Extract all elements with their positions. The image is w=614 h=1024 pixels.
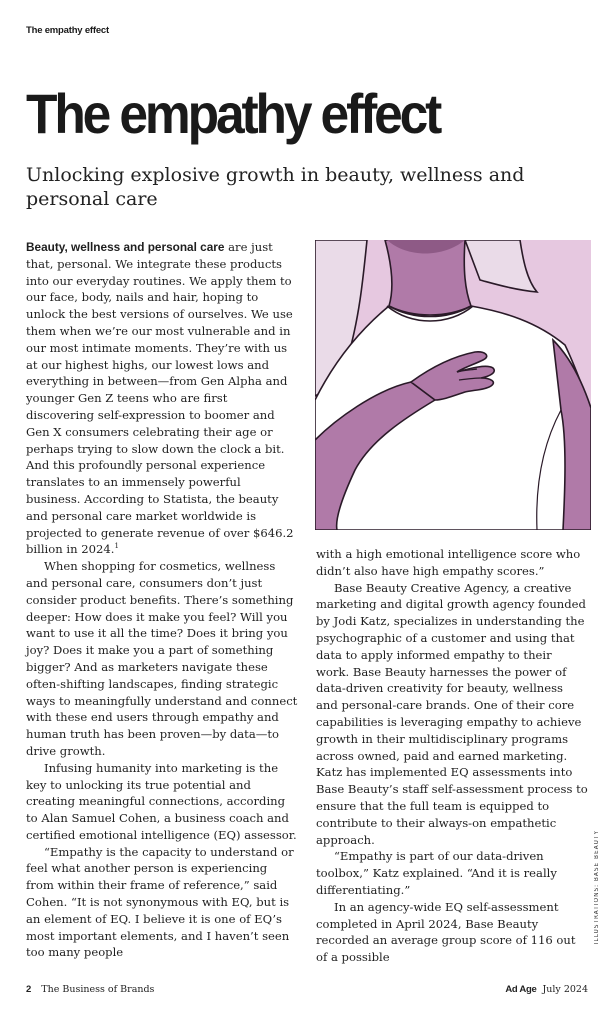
illustration-hand-on-heart (315, 240, 591, 530)
lead-in: Beauty, wellness and personal care (26, 240, 225, 254)
paragraph-5: with a high emotional intelligence score who didn’t also have high empathy scores.” (316, 547, 581, 578)
page-number: 2 (26, 984, 32, 995)
paragraph-4: “Empathy is the capacity to understand or feel what another person is experiencing from within their frame of reference,” said Cohen. “It is not synonymous with EQ, but is an element of EQ. I believe it is one of EQ’s most important elements, and I haven’t seen too many people (26, 844, 294, 960)
illustration-credit: ILLUSTRATIONS: BASE BEAUTY (594, 830, 600, 945)
footnote-marker[interactable]: 1 (114, 542, 119, 551)
issue-date: July 2024 (542, 984, 588, 995)
right-column (316, 546, 588, 966)
running-head: The empathy effect (26, 25, 109, 36)
left-column (26, 239, 298, 961)
paragraph-7: “Empathy is part of our data-driven toolbox,” Katz explained. “And it is really differentiating.” (316, 849, 557, 897)
publication-logo: Ad Age (505, 984, 537, 995)
section-name: The Business of Brands (41, 984, 155, 995)
paragraph-8: In an agency-wide EQ self-assessment completed in April 2024, Base Beauty recorded an average group score of 116 out of a possible (316, 899, 576, 965)
article-subtitle: Unlocking explosive growth in beauty, wellness and personal care (26, 164, 525, 210)
paragraph-1-text: are just that, personal. We integrate these products into our everyday routines. We apply them to our face, body, nails and hair, hoping to unlock the best versions of ourselves. We use them when we’re our most vulnerable and in our most intimate moments. They’re with us at our highest highs, our lowest lows and everything in between—from Gen Alpha and younger Gen Z teens who are first discovering self-expression to boomer and Gen X consumers celebrating their age or perhaps trying to slow down the clock a bit. And this profoundly personal experience translates to an immensely powerful business. According to Statista, the beauty and personal care market worldwide is projected to generate revenue of over $646.2 billion in 2024. (26, 240, 294, 557)
paragraph-2: When shopping for cosmetics, wellness and personal care, consumers don’t just consider product benefits. There’s something deeper: How does it make you feel? Will you want to use it all the time? Does it bring you joy? Does it make you a part of something bigger? And as marketers navigate these often-shifting landscapes, finding strategic ways to meaningfully understand and connect with these end users through empathy and human truth has been proven—by data—to drive growth. (26, 559, 298, 758)
paragraph-6: Base Beauty Creative Agency, a creative marketing and digital growth agency founded by Jodi Katz, specializes in understanding the psychographic of a customer and using that data to apply informed empathy to their work. Base Beauty harnesses the power of data-driven creativity for beauty, wellness and personal-care brands. One of their core capabilities is leveraging empathy to achieve growth in their multidisciplinary programs across owned, paid and earned marketing. Katz has implemented EQ assessments into Base Beauty’s staff self-assessment process to ensure that the full team is equipped to contribute to their always-on empathetic approach. (316, 580, 588, 847)
paragraph-3: Infusing humanity into marketing is the key to unlocking its true potential and creating meaningful connections, according to Alan Samuel Cohen, a business coach and certified emotional intelligence (EQ) assessor. (26, 760, 297, 842)
footer-left (26, 984, 154, 995)
paragraph-1 (26, 239, 298, 558)
article-title: The empathy effect (26, 82, 440, 145)
footer-right (505, 984, 588, 995)
